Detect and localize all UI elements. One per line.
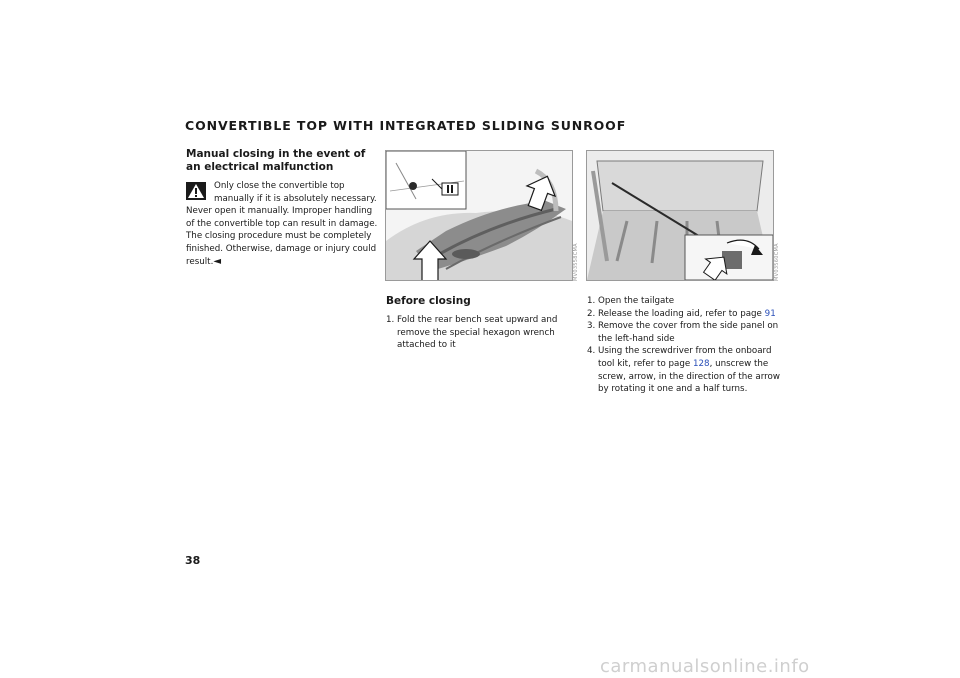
step-text: Fold the rear bench seat upward and remove the special hexagon wrench attached to it: [397, 315, 558, 351]
page-link-128[interactable]: 128: [693, 358, 710, 369]
middle-column: [386, 295, 576, 352]
step-text: Remove the cover from the side panel on the left-hand side: [598, 321, 779, 344]
step-text-continued: , unscrew the screw, arrow, in the direction of the arrow by rotating it one and a half turns.: [598, 358, 780, 395]
step-number: 1.: [386, 315, 395, 325]
left-column: [186, 148, 378, 268]
step-text: Open the tailgate: [598, 296, 675, 306]
figure-trunk-side-panel: [586, 150, 774, 281]
step-number: 3.: [587, 321, 596, 332]
step-number: 2.: [587, 308, 596, 319]
watermark: carmanualsonline.info: [600, 656, 810, 677]
warning-paragraph: [186, 180, 378, 268]
list-item: [587, 295, 782, 308]
section-title-before-closing: Before closing: [386, 295, 471, 307]
list-item: [386, 314, 576, 352]
warning-text: Only close the convertible top manually if it is absolutely necessary. Never open it manually. Improper handling of the convertible top can result in damage. The closing procedure must be completely finished. Otherwise, damage or injury could result.: [186, 181, 378, 267]
warning-triangle-icon: [186, 182, 206, 200]
step-number: 4.: [587, 346, 596, 357]
step-text: Release the loading aid, refer to page: [598, 308, 765, 319]
right-column: [587, 295, 782, 396]
section-title-manual-closing: Manual closing in the event of an electrical malfunction: [186, 148, 366, 173]
figure-rear-bench-seat: [385, 150, 573, 281]
end-mark-icon: ◄: [213, 255, 222, 267]
list-item: [587, 308, 782, 321]
figure-code: MV03560CMA: [774, 243, 780, 281]
list-item: [587, 345, 782, 395]
page-link-91[interactable]: 91: [764, 308, 776, 319]
closing-steps: [587, 295, 782, 396]
page-header: CONVERTIBLE TOP WITH INTEGRATED SLIDING SUNROOF: [185, 118, 627, 133]
page-number: 38: [185, 554, 201, 567]
step-text: Using the screwdriver from the onboard tool kit, refer to page: [598, 346, 772, 369]
list-item: [587, 320, 782, 345]
figure-code: MV03558CMA: [573, 243, 579, 281]
step-number: 1.: [587, 296, 596, 306]
before-closing-steps: [386, 314, 576, 352]
